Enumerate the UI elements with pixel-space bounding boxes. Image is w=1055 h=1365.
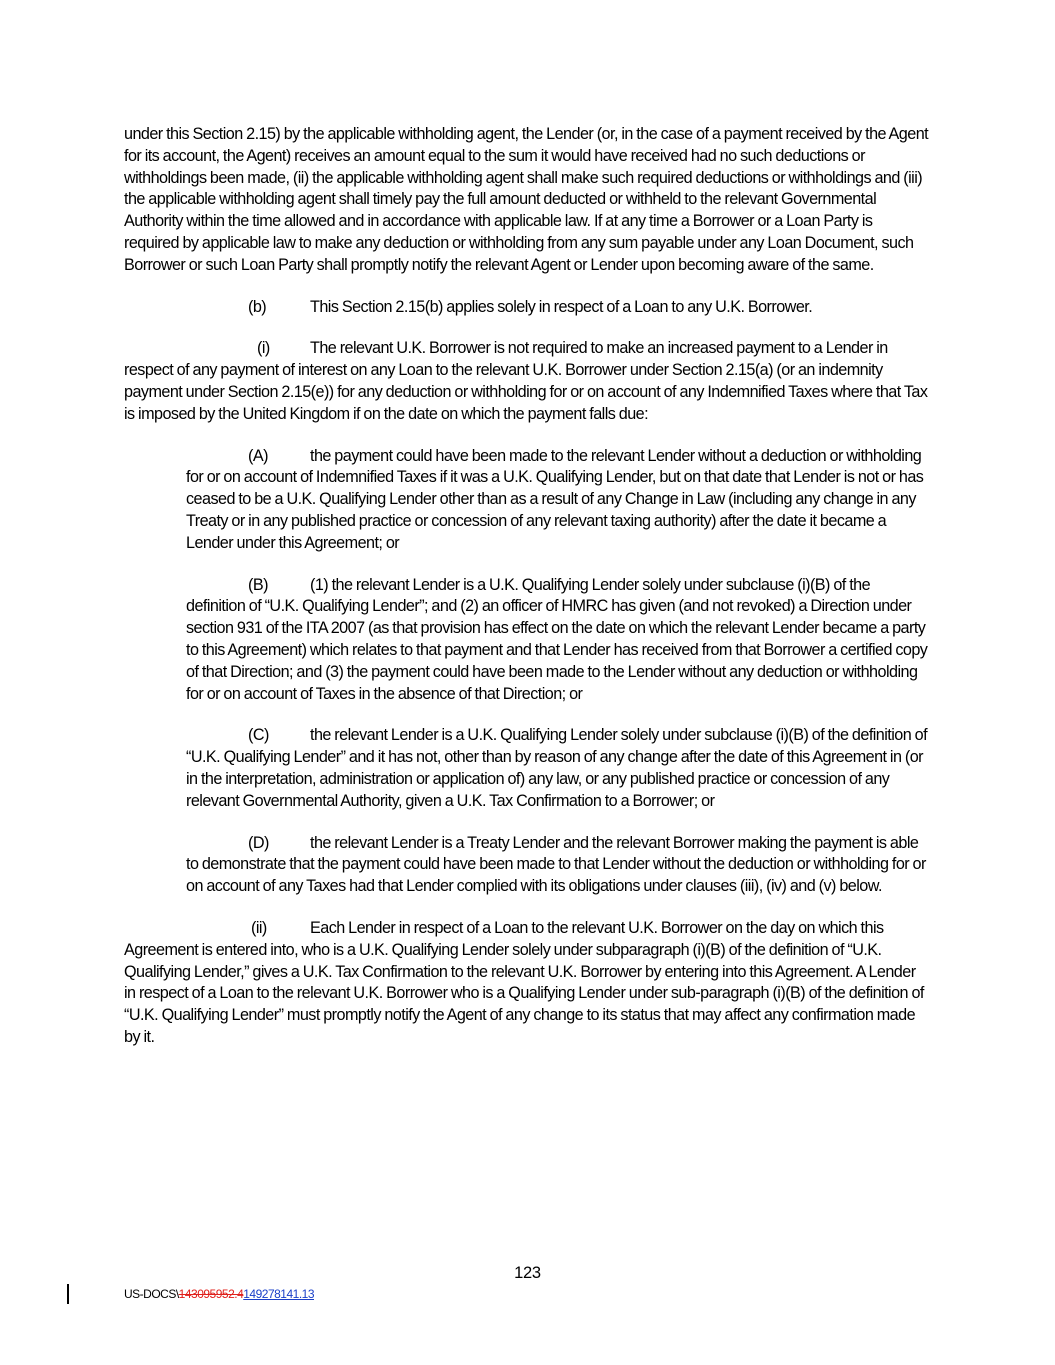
footer-deleted-id: 143095952.4 bbox=[178, 1287, 244, 1301]
paragraph-i bbox=[124, 338, 930, 425]
paragraph-D bbox=[186, 833, 930, 898]
text-B: (1) the relevant Lender is a U.K. Qualifying Lender solely under subclause (i)(B) of the definition of “U.K. Qualifying Lender”; and (2) an officer of HMRC has given (and not revoked) a Direction under section 931 of the ITA 2007 (as that provision has effect on the date on which the relevant Lender became a party to this Agreement) which relates to that payment and that Lender has received from that Borrower a certified copy of that Direction; and (3) the payment could have been made to the Lender without any deduction or withholding for or on account of Taxes in the absence of that Direction; or bbox=[186, 575, 928, 703]
label-B: (B) bbox=[248, 575, 268, 594]
label-ii: (ii) bbox=[251, 918, 267, 937]
document-body bbox=[124, 124, 930, 1069]
text-i: The relevant U.K. Borrower is not required to make an increased payment to a Lender in respect of any payment of interest on any Loan to the relevant U.K. Borrower under Section 2.15(a) (or an indemnity payment under Section 2.15(e)) for any deduction or withholding for or on account of any Indemnified Taxes where that Tax is imposed by the United Kingdom if on the date on which the payment falls due: bbox=[124, 339, 928, 423]
label-A: (A) bbox=[248, 446, 268, 465]
document-id-footer bbox=[124, 1287, 314, 1301]
paragraph-continuation: under this Section 2.15) by the applicable withholding agent, the Lender (or, in the case of a payment received by the Agent for its account, the Agent) receives an amount equal to the sum it would have received had no such deductions or withholdings been made, (ii) the applicable withholding agent shall make such required deductions or withholdings and (iii) the applicable withholding agent shall timely pay the full amount deducted or withheld to the relevant Governmental Authority within the time allowed and in accordance with applicable law. If at any time a Borrower or a Loan Party is required by applicable law to make any deduction or withholding from any sum payable under any Loan Document, such Borrower or such Loan Party shall promptly notify the relevant Agent or Lender upon becoming aware of the same. bbox=[124, 125, 929, 274]
text-C: the relevant Lender is a U.K. Qualifying Lender solely under subclause (i)(B) of the definition of “U.K. Qualifying Lender” and it has not, other than by reason of any change after the date of this Agreement in (or in the interpretation, administration or application of) any law, or any published practice or concession of any relevant Governmental Authority, given a U.K. Tax Confirmation to a Borrower; or bbox=[186, 726, 928, 810]
change-bar bbox=[67, 1284, 69, 1304]
footer-prefix: US-DOCS\ bbox=[124, 1287, 179, 1301]
label-b: (b) bbox=[248, 297, 267, 316]
paragraph-C bbox=[186, 725, 930, 812]
paragraph-B bbox=[186, 575, 930, 706]
page-number: 123 bbox=[514, 1264, 541, 1282]
text-D: the relevant Lender is a Treaty Lender and the relevant Borrower making the payment is able to demonstrate that the payment could have been made to that Lender without the deduction or withholding for or on account of any Taxes had that Lender complied with its obligations under clauses (iii), (iv) and (v) below. bbox=[186, 833, 926, 896]
label-i: (i) bbox=[257, 339, 270, 358]
footer-inserted-id: 149278141.13 bbox=[243, 1287, 314, 1301]
paragraph-ii bbox=[124, 918, 930, 1049]
paragraph-A bbox=[186, 446, 930, 555]
text-A: the payment could have been made to the relevant Lender without a deduction or withholding for or on account of Indemnified Taxes if it was a U.K. Qualifying Lender, but on that date that Lender is not or has ceased to be a U.K. Qualifying Lender other than as a result of any Change in Law (including any change in any Treaty or in any published practice or concession of any relevant taxing authority) after the date it became a Lender under this Agreement; or bbox=[186, 446, 924, 552]
label-D: (D) bbox=[248, 833, 269, 852]
label-C: (C) bbox=[248, 726, 269, 745]
paragraph-b bbox=[124, 297, 930, 319]
text-ii: Each Lender in respect of a Loan to the relevant U.K. Borrower on the day on which this Agreement is entered into, who is a U.K. Qualifying Lender solely under subparagraph (i)(B) of the definition of “U.K. Qualifying Lender,” gives a U.K. Tax Confirmation to the relevant U.K. Borrower by entering into this Agreement. A Lender in respect of a Loan to the relevant U.K. Borrower who is a Qualifying Lender under sub-paragraph (i)(B) of the definition of “U.K. Qualifying Lender” must promptly notify the Agent of any change to its status that may affect any confirmation made by it. bbox=[124, 918, 924, 1046]
text-b: This Section 2.15(b) applies solely in respect of a Loan to any U.K. Borrower. bbox=[310, 297, 813, 316]
